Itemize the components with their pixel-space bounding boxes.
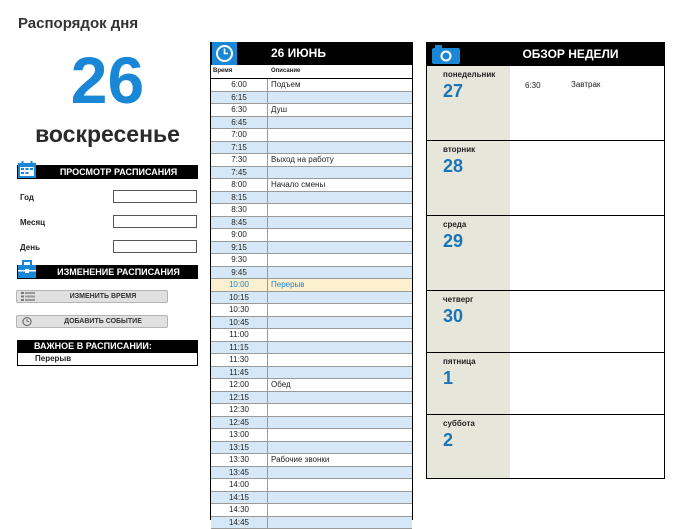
schedule-time-cell: 11:30: [211, 354, 268, 366]
schedule-description-cell[interactable]: [268, 492, 412, 504]
schedule-time-cell: 7:00: [211, 129, 268, 141]
schedule-row[interactable]: [211, 204, 412, 217]
toolbox-icon: [17, 260, 37, 279]
schedule-row[interactable]: [211, 354, 412, 367]
schedule-row[interactable]: [211, 304, 412, 317]
schedule-time-cell: 10:00: [211, 279, 268, 291]
week-day-number: 27: [443, 81, 463, 102]
add-event-button[interactable]: [16, 315, 168, 328]
schedule-description-cell[interactable]: [268, 517, 412, 529]
schedule-time-cell: 14:30: [211, 504, 268, 516]
schedule-row[interactable]: [211, 179, 412, 192]
schedule-time-cell: 12:15: [211, 392, 268, 404]
week-day-row[interactable]: [427, 216, 664, 291]
schedule-description-cell[interactable]: [268, 392, 412, 404]
schedule-time-cell: 7:15: [211, 142, 268, 154]
schedule-description-cell[interactable]: Начало смены: [268, 179, 412, 191]
schedule-row[interactable]: [211, 242, 412, 255]
schedule-time-cell: 14:00: [211, 479, 268, 491]
schedule-time-cell: 8:00: [211, 179, 268, 191]
schedule-row[interactable]: [211, 404, 412, 417]
schedule-row[interactable]: [211, 217, 412, 230]
week-day-number: 28: [443, 156, 463, 177]
schedule-row[interactable]: [211, 92, 412, 105]
schedule-row[interactable]: [211, 392, 412, 405]
schedule-description-cell[interactable]: Перерыв: [268, 279, 412, 291]
week-day-name: понедельник: [443, 70, 495, 79]
schedule-row[interactable]: [211, 279, 412, 292]
day-label: День: [20, 243, 40, 252]
schedule-row[interactable]: [211, 254, 412, 267]
camera-icon: [431, 43, 461, 65]
schedule-time-cell: 9:00: [211, 229, 268, 241]
schedule-time-cell: 10:45: [211, 317, 268, 329]
schedule-time-cell: 14:15: [211, 492, 268, 504]
view-schedule-title: ПРОСМОТР РАСПИСАНИЯ: [39, 165, 198, 179]
schedule-time-cell: 11:45: [211, 367, 268, 379]
schedule-time-cell: 6:00: [211, 79, 268, 91]
schedule-description-cell[interactable]: [268, 404, 412, 416]
week-day-row[interactable]: [427, 141, 664, 216]
clock-icon: [212, 42, 237, 65]
schedule-description-cell[interactable]: [268, 467, 412, 479]
schedule-time-cell: 9:15: [211, 242, 268, 254]
week-day-number: 2: [443, 430, 453, 451]
schedule-row[interactable]: [211, 454, 412, 467]
schedule-row[interactable]: [211, 292, 412, 305]
week-day-number: 1: [443, 368, 453, 389]
description-column-header: Описание: [271, 68, 300, 74]
schedule-time-cell: 9:45: [211, 267, 268, 279]
current-day-number: 26: [0, 40, 215, 120]
important-item: Перерыв: [17, 353, 198, 366]
schedule-row[interactable]: [211, 192, 412, 205]
schedule-row[interactable]: [211, 329, 412, 342]
schedule-time-cell: 7:45: [211, 167, 268, 179]
edit-schedule-header: [17, 265, 198, 279]
schedule-row[interactable]: [211, 342, 412, 355]
schedule-description-cell[interactable]: [268, 292, 412, 304]
week-day-row[interactable]: [427, 353, 664, 415]
schedule-description-cell[interactable]: [268, 117, 412, 129]
schedule-description-cell[interactable]: [268, 242, 412, 254]
schedule-header: [211, 42, 412, 65]
schedule-row[interactable]: [211, 442, 412, 455]
schedule-time-cell: 10:15: [211, 292, 268, 304]
schedule-time-cell: 12:00: [211, 379, 268, 391]
schedule-description-cell[interactable]: [268, 217, 412, 229]
schedule-time-cell: 13:45: [211, 467, 268, 479]
schedule-time-cell: 12:45: [211, 417, 268, 429]
schedule-description-cell[interactable]: [268, 204, 412, 216]
schedule-description-cell[interactable]: [268, 192, 412, 204]
week-title: ОБЗОР НЕДЕЛИ: [477, 47, 664, 61]
week-event-description: Завтрак: [571, 80, 600, 89]
schedule-description-cell[interactable]: [268, 367, 412, 379]
schedule-row[interactable]: [211, 154, 412, 167]
list-icon: [21, 292, 35, 301]
schedule-description-cell[interactable]: [268, 479, 412, 491]
schedule-description-cell[interactable]: [268, 129, 412, 141]
schedule-description-cell[interactable]: [268, 229, 412, 241]
schedule-time-cell: 10:30: [211, 304, 268, 316]
schedule-description-cell[interactable]: [268, 142, 412, 154]
schedule-time-cell: 11:00: [211, 329, 268, 341]
schedule-description-cell[interactable]: [268, 442, 412, 454]
schedule-description-cell[interactable]: Обед: [268, 379, 412, 391]
schedule-row[interactable]: [211, 167, 412, 180]
schedule-time-cell: 13:30: [211, 454, 268, 466]
schedule-time-cell: 8:15: [211, 192, 268, 204]
view-schedule-header: [17, 165, 198, 179]
schedule-description-cell[interactable]: [268, 167, 412, 179]
schedule-row[interactable]: [211, 467, 412, 480]
schedule-time-cell: 6:45: [211, 117, 268, 129]
schedule-time-cell: 13:15: [211, 442, 268, 454]
schedule-time-cell: 7:30: [211, 154, 268, 166]
week-day-row[interactable]: [427, 66, 664, 141]
schedule-time-cell: 9:30: [211, 254, 268, 266]
day-schedule: [210, 42, 413, 520]
schedule-time-cell: 6:15: [211, 92, 268, 104]
schedule-time-cell: 6:30: [211, 104, 268, 116]
schedule-description-cell[interactable]: [268, 342, 412, 354]
month-label: Месяц: [20, 218, 45, 227]
change-time-button[interactable]: [16, 290, 168, 303]
schedule-description-cell[interactable]: [268, 317, 412, 329]
schedule-time-cell: 11:15: [211, 342, 268, 354]
week-day-name: четверг: [443, 295, 473, 304]
schedule-column-headers: [211, 65, 412, 79]
year-field[interactable]: [113, 190, 197, 203]
schedule-description-cell[interactable]: [268, 304, 412, 316]
schedule-description-cell[interactable]: Душ: [268, 104, 412, 116]
edit-schedule-title: ИЗМЕНЕНИЕ РАСПИСАНИЯ: [39, 265, 198, 279]
week-day-number: 30: [443, 306, 463, 327]
schedule-row[interactable]: [211, 79, 412, 92]
schedule-row[interactable]: [211, 492, 412, 505]
schedule-description-cell[interactable]: [268, 504, 412, 516]
schedule-time-cell: 14:45: [211, 517, 268, 529]
page-title: Распорядок дня: [18, 15, 138, 32]
clock-icon: [21, 317, 35, 326]
schedule-row[interactable]: [211, 117, 412, 130]
week-day-name: среда: [443, 220, 466, 229]
current-day-name: воскресенье: [0, 121, 215, 148]
schedule-description-cell[interactable]: Выход на работу: [268, 154, 412, 166]
change-time-label: ИЗМЕНИТЬ ВРЕМЯ: [39, 291, 167, 302]
schedule-description-cell[interactable]: [268, 417, 412, 429]
day-field[interactable]: [113, 240, 197, 253]
week-overview: [426, 42, 665, 479]
schedule-row[interactable]: [211, 479, 412, 492]
schedule-time-cell: 13:00: [211, 429, 268, 441]
schedule-description-cell[interactable]: Рабочие звонки: [268, 454, 412, 466]
schedule-description-cell[interactable]: [268, 429, 412, 441]
schedule-row[interactable]: [211, 379, 412, 392]
month-field[interactable]: [113, 215, 197, 228]
week-day-name: вторник: [443, 145, 475, 154]
year-label: Год: [20, 193, 34, 202]
schedule-description-cell[interactable]: [268, 92, 412, 104]
schedule-time-cell: 8:45: [211, 217, 268, 229]
week-day-number: 29: [443, 231, 463, 252]
schedule-time-cell: 8:30: [211, 204, 268, 216]
schedule-row[interactable]: [211, 417, 412, 430]
schedule-row[interactable]: [211, 129, 412, 142]
schedule-description-cell[interactable]: [268, 254, 412, 266]
calendar-icon: [17, 160, 37, 179]
time-column-header: Время: [213, 68, 232, 74]
week-header: [427, 42, 664, 66]
schedule-row[interactable]: [211, 504, 412, 517]
week-day-name: суббота: [443, 419, 475, 428]
schedule-row[interactable]: [211, 229, 412, 242]
schedule-description-cell[interactable]: [268, 354, 412, 366]
schedule-row[interactable]: [211, 429, 412, 442]
schedule-row[interactable]: [211, 267, 412, 280]
schedule-description-cell[interactable]: Подъем: [268, 79, 412, 91]
schedule-row[interactable]: [211, 317, 412, 330]
schedule-row[interactable]: [211, 517, 412, 529]
schedule-description-cell[interactable]: [268, 329, 412, 341]
week-day-name: пятница: [443, 357, 476, 366]
schedule-description-cell[interactable]: [268, 267, 412, 279]
schedule-row[interactable]: [211, 104, 412, 117]
week-day-row[interactable]: [427, 291, 664, 353]
schedule-rows: [211, 79, 412, 529]
add-event-label: ДОБАВИТЬ СОБЫТИЕ: [39, 316, 167, 327]
week-day-row[interactable]: [427, 415, 664, 478]
important-header: ВАЖНОЕ В РАСПИСАНИИ:: [17, 340, 198, 353]
schedule-time-cell: 12:30: [211, 404, 268, 416]
week-event-time: 6:30: [525, 81, 541, 90]
schedule-row[interactable]: [211, 367, 412, 380]
schedule-date-title: 26 ИЮНЬ: [271, 46, 326, 60]
schedule-row[interactable]: [211, 142, 412, 155]
